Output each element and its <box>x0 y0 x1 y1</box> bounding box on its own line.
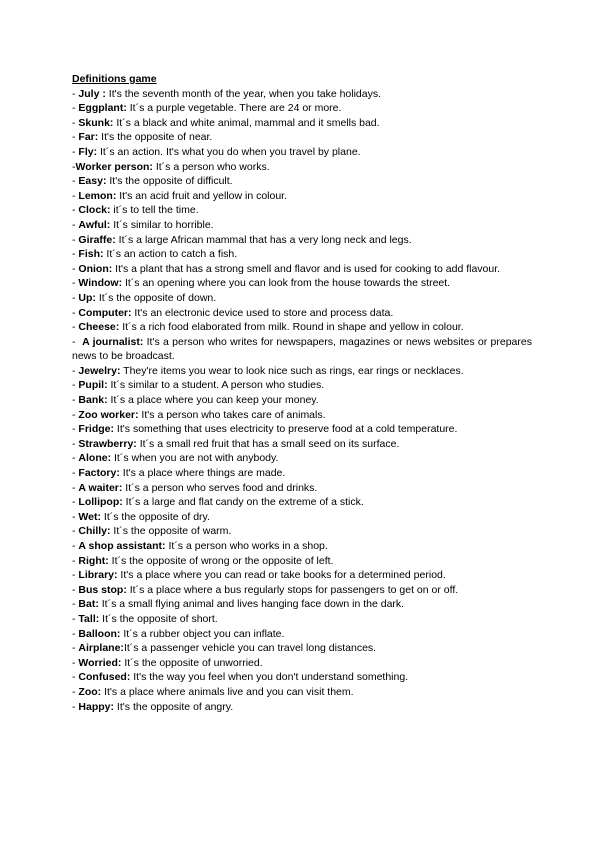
entry-definition: It's the opposite of near. <box>98 131 213 144</box>
entry-definition: It's a person who writes for newspapers, magazines or news websites or prepares news to be broadcast. <box>72 335 532 363</box>
entry-definition: It's something that uses electricity to preserve food at a cold temperature. <box>114 423 458 436</box>
definition-entry <box>72 641 532 656</box>
document-title: Definitions game <box>72 73 157 85</box>
entry-definition: It´s a purple vegetable. There are 24 or more. <box>126 102 342 115</box>
entry-definition: It's an acid fruit and yellow in colour. <box>116 189 288 202</box>
entry-definition: It's the opposite of difficult. <box>106 175 233 188</box>
entry-definition: It´s a black and white animal, mammal and it smells bad. <box>113 116 380 129</box>
definitions-list <box>72 87 532 715</box>
entry-term: Bank: <box>78 394 108 407</box>
entry-definition: It´s similar to horrible. <box>110 218 214 231</box>
entry-definition: It's a place where things are made. <box>119 467 286 480</box>
entry-definition: It's a place where animals live and you can visit them. <box>101 685 354 698</box>
entry-definition: It´s an opening where you can look from the house towards the street. <box>122 277 451 290</box>
entry-term: Giraffe: <box>78 233 116 246</box>
definition-entry <box>72 466 532 481</box>
entry-term: Zoo: <box>78 685 102 698</box>
entry-bullet: - <box>72 379 79 392</box>
entry-bullet: - <box>72 423 79 436</box>
entry-term: Zoo worker: <box>78 408 139 421</box>
entry-definition: It´s the opposite of short. <box>99 612 218 625</box>
definition-entry <box>72 276 532 291</box>
entry-definition: It's the way you feel when you don't understand something. <box>130 671 409 684</box>
entry-term: Worker person: <box>75 160 153 173</box>
entry-term: Strawberry: <box>78 437 137 450</box>
definition-entry <box>72 116 532 131</box>
definition-entry <box>72 597 532 612</box>
entry-definition: It´s when you are not with anybody. <box>111 452 279 465</box>
entry-bullet: - <box>72 408 79 421</box>
entry-term: Jewelry: <box>78 364 121 377</box>
definition-entry <box>72 291 532 306</box>
entry-term: Cheese: <box>78 321 120 334</box>
entry-term: Balloon: <box>78 627 121 640</box>
entry-bullet: - <box>72 598 79 611</box>
definition-entry <box>72 685 532 700</box>
entry-definition: It's the seventh month of the year, when you take holidays. <box>105 87 382 100</box>
entry-definition: It´s an action. It's what you do when you travel by plane. <box>97 145 361 158</box>
entry-definition: It´s a rubber object you can inflate. <box>120 627 285 640</box>
entry-term: Fish: <box>78 248 104 261</box>
entry-bullet: - <box>72 525 79 538</box>
entry-term: Pupil: <box>78 379 108 392</box>
entry-bullet: - <box>72 233 79 246</box>
entry-term: Skunk: <box>78 116 114 129</box>
definition-entry <box>72 700 532 715</box>
entry-definition: It´s a place where a bus regularly stops for passengers to get on or off. <box>126 583 459 596</box>
entry-definition: It´s a passenger vehicle you can travel long distances. <box>123 642 377 655</box>
entry-term: Library: <box>78 569 118 582</box>
entry-bullet: - <box>72 277 79 290</box>
definition-entry <box>72 130 532 145</box>
entry-bullet: - <box>72 583 79 596</box>
definition-entry <box>72 539 532 554</box>
entry-bullet: - <box>72 335 83 348</box>
entry-definition: It´s the opposite of wrong or the opposite of left. <box>108 554 334 567</box>
definition-entry <box>72 393 532 408</box>
definition-entry <box>72 408 532 423</box>
definition-entry <box>72 306 532 321</box>
definition-entry <box>72 101 532 116</box>
entry-definition: It´s the opposite of warm. <box>110 525 232 538</box>
entry-bullet: - <box>72 102 79 115</box>
entry-bullet: - <box>72 554 79 567</box>
entry-term: A shop assistant: <box>78 540 166 552</box>
entry-definition: It´s a large and flat candy on the extreme of a stick. <box>122 496 364 509</box>
document-page <box>72 72 532 714</box>
entry-bullet: - <box>72 452 79 465</box>
entry-bullet: - <box>72 700 79 713</box>
entry-term: July : <box>78 87 106 100</box>
definition-entry <box>72 247 532 262</box>
entry-term: Fridge: <box>78 423 115 436</box>
entry-bullet: - <box>72 642 79 655</box>
definition-entry <box>72 262 532 277</box>
entry-bullet: - <box>72 394 79 407</box>
entry-definition: It´s a rich food elaborated from milk. Round in shape and yellow in colour. <box>119 321 464 334</box>
entry-definition: It´s the opposite of unworried. <box>121 656 263 669</box>
entry-term: Fly: <box>78 145 98 158</box>
entry-term: Up: <box>78 291 96 304</box>
entry-term: Worried: <box>78 656 122 669</box>
definition-entry <box>72 364 532 379</box>
definition-entry <box>72 670 532 685</box>
entry-bullet: - <box>72 306 79 319</box>
entry-bullet: - <box>72 204 79 217</box>
definition-entry <box>72 189 532 204</box>
definition-entry <box>72 145 532 160</box>
entry-definition: They're items you wear to look nice such as rings, ear rings or necklaces. <box>120 364 464 377</box>
entry-term: Chilly: <box>78 525 111 538</box>
entry-term: Bus stop: <box>78 583 127 596</box>
entry-bullet: - <box>72 510 79 523</box>
definition-entry <box>72 554 532 569</box>
entry-term: Factory: <box>78 467 120 480</box>
definition-entry <box>72 218 532 233</box>
entry-term: Awful: <box>78 218 111 231</box>
entry-definition: It's a plant that has a strong smell and flavor and is used for cooking to add flavour. <box>112 262 501 275</box>
entry-term: Bat: <box>78 598 99 611</box>
entry-bullet: - <box>72 437 79 450</box>
definition-entry <box>72 451 532 466</box>
entry-definition: It´s the opposite of dry. <box>100 510 210 523</box>
entry-term: Eggplant: <box>78 102 127 115</box>
entry-bullet: - <box>72 671 79 684</box>
entry-term: Wet: <box>78 510 101 523</box>
entry-term: Airplane: <box>78 642 124 655</box>
definition-entry <box>72 160 532 175</box>
entry-bullet: - <box>72 189 79 202</box>
entry-definition: It´s a small red fruit that has a small seed on its surface. <box>136 437 400 450</box>
entry-bullet: - <box>72 627 79 640</box>
entry-term: Confused: <box>78 671 131 684</box>
definition-entry <box>72 335 532 364</box>
entry-term: Far: <box>78 131 99 144</box>
definition-entry <box>72 495 532 510</box>
entry-term: Easy: <box>78 175 107 188</box>
entry-bullet: - <box>72 175 79 188</box>
entry-bullet: - <box>72 116 79 129</box>
definition-entry <box>72 378 532 393</box>
definition-entry <box>72 203 532 218</box>
entry-term: A journalist: <box>82 335 144 348</box>
entry-term: Lollipop: <box>78 496 123 509</box>
entry-term: Lemon: <box>78 189 117 202</box>
entry-bullet: - <box>72 87 79 100</box>
entry-definition: It´s similar to a student. A person who studies. <box>107 379 325 392</box>
entry-term: Tall: <box>78 612 100 625</box>
entry-bullet: - <box>72 321 79 334</box>
entry-bullet: - <box>72 131 79 144</box>
entry-definition: It´s an action to catch a fish. <box>103 248 238 261</box>
entry-bullet: - <box>72 145 79 158</box>
definition-entry <box>72 627 532 642</box>
entry-definition: It´s a small flying animal and lives hanging face down in the dark. <box>98 598 405 611</box>
entry-definition: It's an electronic device used to store and process data. <box>131 306 394 319</box>
definition-entry <box>72 233 532 248</box>
entry-term: A waiter: <box>78 481 123 494</box>
entry-bullet: - <box>72 656 79 669</box>
entry-term: Happy: <box>78 700 115 713</box>
entry-definition: It´s a person who works in a shop. <box>165 540 328 552</box>
definition-entry <box>72 422 532 437</box>
entry-bullet: - <box>72 685 79 698</box>
entry-definition: It´s the opposite of down. <box>95 291 217 304</box>
entry-definition: It's the opposite of angry. <box>114 700 234 713</box>
entry-bullet: - <box>72 262 79 275</box>
entry-definition: it´s to tell the time. <box>110 204 199 217</box>
entry-bullet: - <box>72 248 79 261</box>
definition-entry <box>72 583 532 598</box>
entry-term: Window: <box>78 277 123 290</box>
definition-entry <box>72 481 532 496</box>
entry-bullet: - <box>72 467 79 480</box>
entry-bullet: - <box>72 364 79 377</box>
entry-term: Right: <box>78 554 109 567</box>
entry-bullet: - <box>72 569 79 582</box>
entry-bullet: - <box>72 540 79 552</box>
definition-entry <box>72 656 532 671</box>
definition-entry <box>72 612 532 627</box>
definition-entry <box>72 437 532 452</box>
entry-bullet: - <box>72 218 79 231</box>
entry-definition: It´s a place where you can keep your money. <box>107 394 319 407</box>
entry-bullet: - <box>72 481 79 494</box>
entry-bullet: - <box>72 612 79 625</box>
entry-definition: It´s a person who serves food and drinks. <box>122 481 318 494</box>
definition-entry <box>72 524 532 539</box>
entry-bullet: - <box>72 160 76 173</box>
entry-definition: It's a person who takes care of animals. <box>138 408 326 421</box>
definition-entry <box>72 320 532 335</box>
entry-term: Alone: <box>78 452 112 465</box>
entry-definition: It's a place where you can read or take books for a determined period. <box>117 569 446 582</box>
entry-definition: It´s a large African mammal that has a very long neck and legs. <box>115 233 412 246</box>
entry-bullet: - <box>72 496 79 509</box>
definition-entry <box>72 510 532 525</box>
definition-entry <box>72 87 532 102</box>
definition-entry <box>72 174 532 189</box>
entry-term: Clock: <box>78 204 111 217</box>
entry-bullet: - <box>72 291 79 304</box>
entry-definition: It´s a person who works. <box>152 160 270 173</box>
entry-term: Onion: <box>78 262 113 275</box>
entry-term: Computer: <box>78 306 132 319</box>
definition-entry <box>72 568 532 583</box>
